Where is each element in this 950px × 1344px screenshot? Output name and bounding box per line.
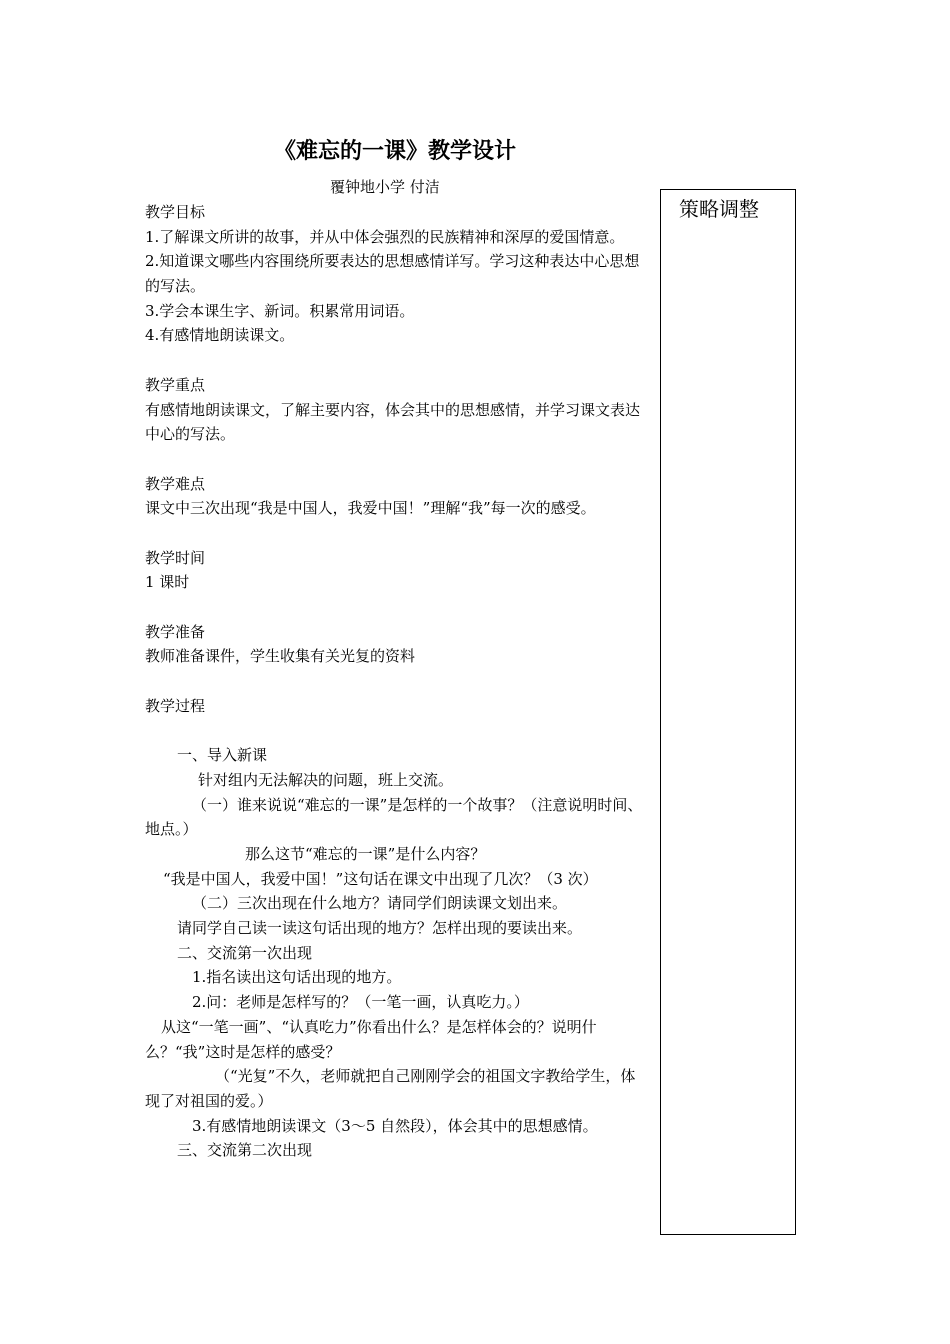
section-heading-time: 教学时间	[145, 548, 206, 567]
process-step-1-heading: 一、导入新课	[177, 746, 268, 765]
process-paragraph: 从这“一笔一画”、“认真吃力”你看出什么？是怎样体会的？说明什么？“我”这时是怎样的感受？	[145, 1017, 597, 1061]
section-heading-key-points: 教学重点	[145, 375, 206, 394]
lesson-body	[145, 200, 645, 1163]
process-paragraph: “我是中国人，我爱中国！”这句话在课文中出现了几次？（3 次）	[163, 869, 598, 888]
process-paragraph: 针对组内无法解决的问题，班上交流。	[198, 770, 454, 789]
process-paragraph: （“光复”不久，老师就把自己刚刚学会的祖国文字教给学生，体现了对祖国的爱。）	[145, 1067, 636, 1110]
goal-item-2: 2.知道课文哪些内容围绕所要表达的思想感情详写。学习这种表达中心思想的写法。	[145, 252, 640, 296]
section-heading-goals: 教学目标	[145, 203, 206, 221]
difficulties-text: 课文中三次出现“我是中国人，我爱中国！”理解“我”每一次的感受。	[145, 499, 596, 518]
key-points-text: 有感情地朗读课文，了解主要内容，体会其中的思想感情，并学习课文表达中心的写法。	[145, 400, 641, 444]
process-paragraph: 2.问：老师是怎样写的？（一笔一画，认真吃力。）	[192, 993, 529, 1012]
process-step-3-heading: 三、交流第二次出现	[177, 1141, 313, 1160]
process-paragraph: 3.有感情地朗读课文（3～5 自然段），体会其中的思想感情。	[192, 1116, 598, 1135]
process-paragraph: 1.指名读出这句话出现的地方。	[192, 968, 402, 987]
section-heading-process: 教学过程	[145, 696, 206, 715]
process-paragraph: （一）谁来说说“难忘的一课”是怎样的一个故事？（注意说明时间、地点。）	[145, 795, 643, 839]
author-line: 覆钟地小学 付洁	[330, 178, 440, 196]
goal-item-1: 1.了解课文所讲的故事，并从中体会强烈的民族精神和深厚的爱国情意。	[145, 227, 625, 246]
process-step-2-heading: 二、交流第一次出现	[177, 943, 313, 962]
goal-item-4: 4.有感情地朗读课文。	[145, 326, 295, 345]
document-title: 《难忘的一课》教学设计	[273, 138, 516, 164]
goal-item-3: 3.学会本课生字、新词。积累常用词语。	[145, 301, 415, 320]
section-heading-preparation: 教学准备	[145, 622, 206, 641]
section-heading-difficulties: 教学难点	[145, 474, 206, 493]
process-paragraph: （二）三次出现在什么地方？请同学们朗读课文划出来。	[192, 894, 568, 913]
time-text: 1 课时	[145, 573, 190, 592]
strategy-adjustment-heading: 策略调整	[679, 197, 759, 221]
preparation-text: 教师准备课件，学生收集有关光复的资料	[145, 647, 416, 666]
process-paragraph: 那么这节“难忘的一课”是什么内容？	[245, 845, 486, 863]
process-paragraph: 请同学自己读一读这句话出现的地方？怎样出现的要读出来。	[177, 919, 583, 938]
strategy-adjustment-column	[660, 189, 796, 1235]
